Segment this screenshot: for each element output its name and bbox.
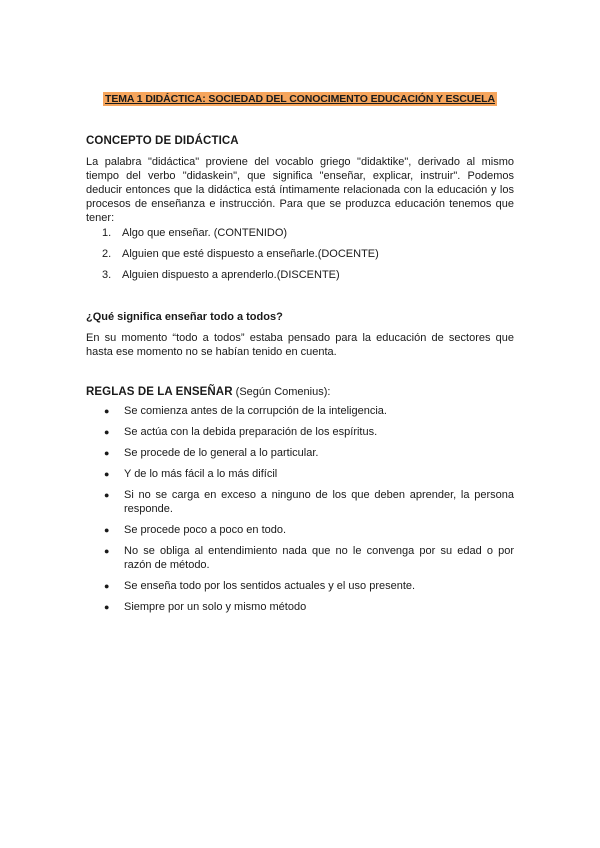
list-item-text: Alguien que esté dispuesto a enseñarle.(DOCENTE) [122, 248, 379, 260]
bullet-icon: ● [104, 602, 110, 612]
bullet-icon: ● [104, 448, 110, 458]
rule-text: Y de lo más fácil a lo más difícil [124, 468, 278, 480]
list-item [104, 467, 514, 481]
list-item [104, 579, 514, 593]
bullet-icon: ● [104, 406, 110, 416]
bullet-icon: ● [104, 581, 110, 591]
list-number: 1. [102, 227, 112, 239]
rule-text: Se actúa con la debida preparación de los espíritus. [124, 426, 378, 438]
question-paragraph: En su momento “todo a todos” estaba pensado para la educación de sectores que hasta ese momento no se habían tenido en cuenta. [86, 332, 514, 358]
list-item [104, 600, 514, 614]
rule-text: Siempre por un solo y mismo método [124, 601, 307, 613]
bullet-icon: ● [104, 546, 110, 556]
list-item [104, 425, 514, 439]
list-item [102, 268, 379, 289]
title-banner [86, 92, 514, 106]
list-item [104, 523, 514, 537]
bullet-icon: ● [104, 469, 110, 479]
rule-text: Se procede de lo general a lo particular. [124, 447, 319, 459]
list-item [104, 544, 514, 572]
rules-heading [86, 385, 330, 399]
rule-text: Si no se carga en exceso a ninguno de los que deben aprender, la persona responde. [124, 489, 514, 515]
document-title: TEMA 1 DIDÁCTICA: SOCIEDAD DEL CONOCIMENTO EDUCACIÓN Y ESCUELA [105, 93, 495, 105]
rules-heading-title: REGLAS DE LA ENSEÑAR [86, 386, 233, 398]
list-item [102, 226, 379, 247]
list-number: 3. [102, 269, 112, 281]
rule-text: Se procede poco a poco en todo. [124, 524, 287, 536]
list-item [104, 488, 514, 516]
rule-text: Se comienza antes de la corrupción de la inteligencia. [124, 405, 387, 417]
rules-heading-note: (Según Comenius): [232, 386, 331, 398]
list-item [104, 404, 514, 418]
bullet-icon: ● [104, 490, 110, 500]
list-item-text: Algo que enseñar. (CONTENIDO) [122, 227, 288, 239]
list-item [104, 446, 514, 460]
question-heading: ¿Qué significa enseñar todo a todos? [86, 311, 283, 323]
bullet-icon: ● [104, 427, 110, 437]
concept-paragraph: La palabra "didáctica" proviene del vocablo griego "didaktike", derivado al mismo tiempo del verbo "didaskein", que significa "enseñar, explicar, instruir". Podemos deducir entonces que la didáctica está íntimamente relacionada con la educación y los procesos de enseñanza e instrucción. Para que se produzca educación tenemos que tener: [86, 156, 514, 224]
list-item-text: Alguien dispuesto a aprenderlo.(DISCENTE) [122, 269, 340, 281]
concept-heading: CONCEPTO DE DIDÁCTICA [86, 135, 239, 147]
rule-text: Se enseña todo por los sentidos actuales y el uso presente. [124, 580, 416, 592]
list-item [102, 247, 379, 268]
bullet-icon: ● [104, 525, 110, 535]
rules-list [104, 404, 514, 621]
list-number: 2. [102, 248, 112, 260]
requirements-list [102, 226, 379, 289]
rule-text: No se obliga al entendimiento nada que no le convenga por su edad o por razón de método. [124, 545, 514, 571]
